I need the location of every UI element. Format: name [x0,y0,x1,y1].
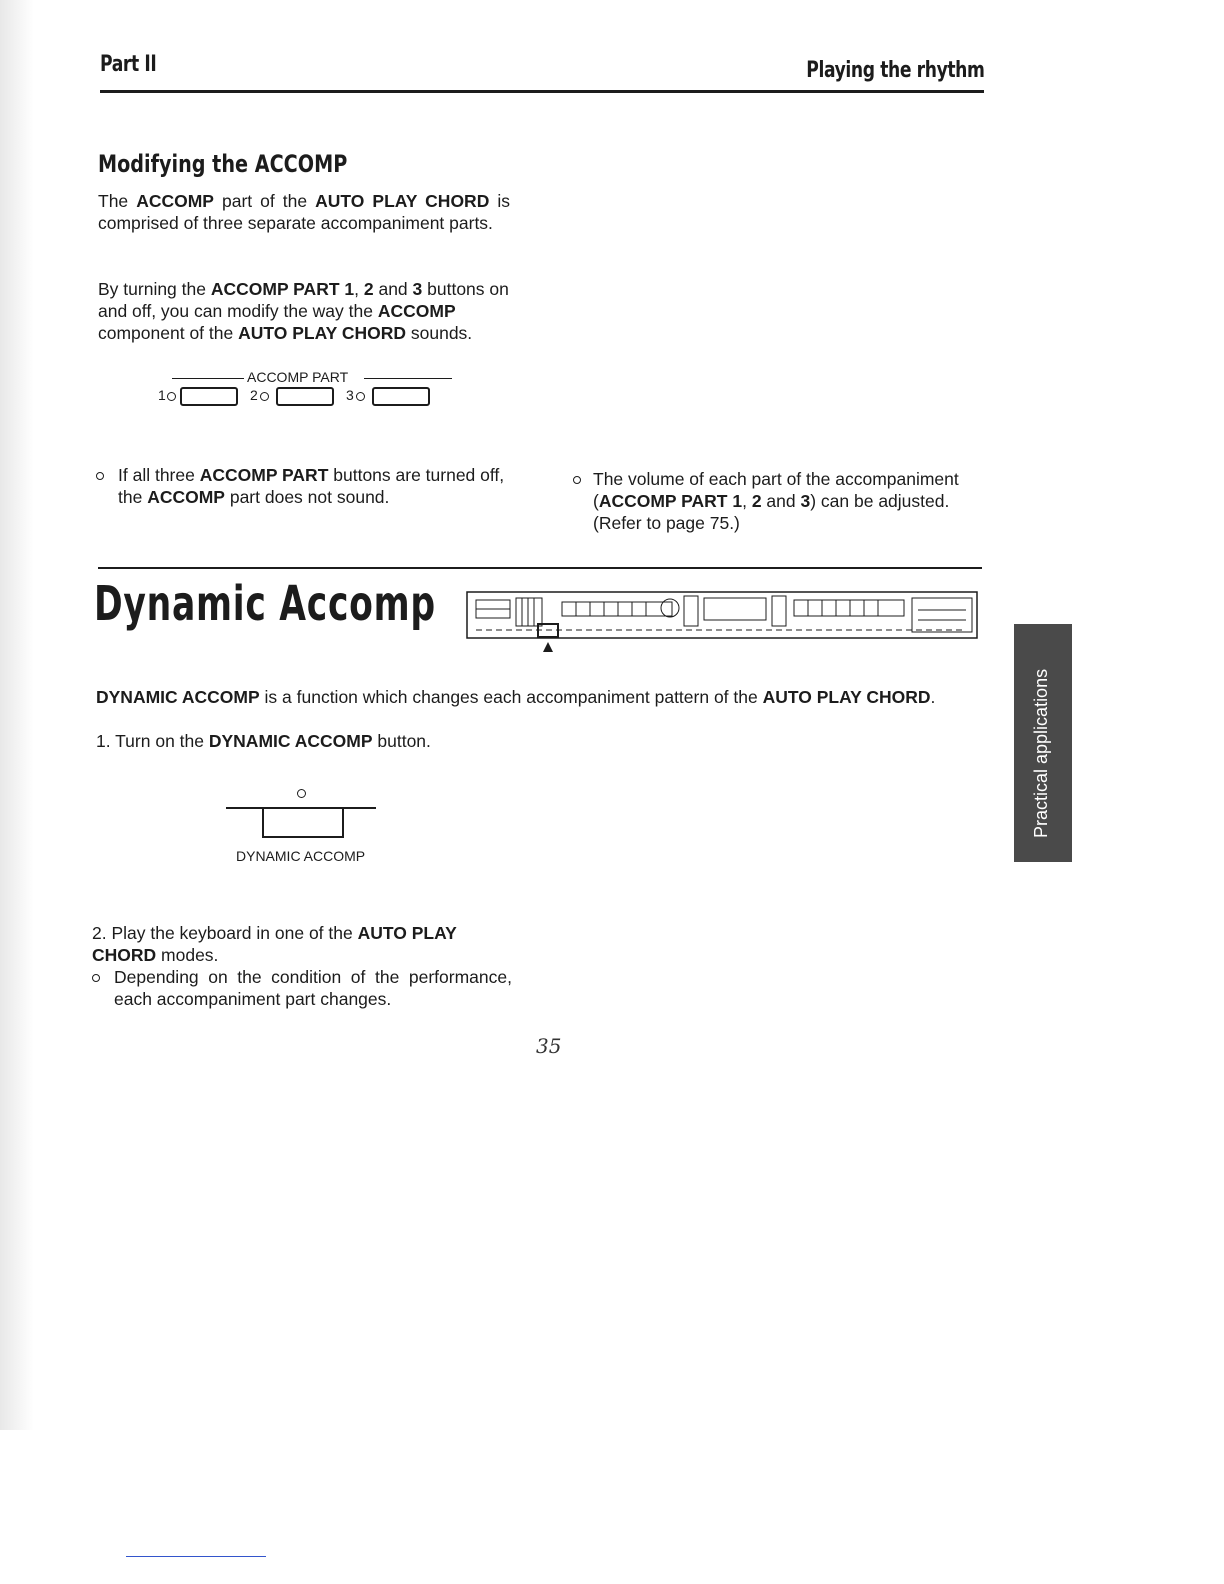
text-run: button. [372,731,431,751]
dynamic-accomp-button-diagram [226,786,376,868]
dynamic-accomp-button-label: DYNAMIC ACCOMP [236,848,366,864]
section-title-dynamic-accomp: Dynamic Accomp [94,576,436,632]
bullet-icon [96,472,104,480]
led-3-icon [356,392,365,401]
diagram-bracket-line-left [172,378,244,379]
dynamic-accomp-button[interactable] [262,808,344,838]
handwritten-page-number: 35 [536,1034,562,1058]
accomp-part-3-button[interactable] [344,385,434,405]
button-3-icon [372,387,430,406]
bold-term: 2 [751,491,762,511]
text-run: 2. Play the keyboard in one of the [92,923,358,943]
led-1-icon [167,392,176,401]
dynamic-led-icon [297,789,306,798]
button-1-icon [180,387,238,406]
text-run: modes. [156,945,219,965]
dynamic-intro [96,686,986,708]
text-run: , [742,491,752,511]
bullet-icon [92,974,100,982]
modifying-paragraph-1 [98,190,510,234]
bold-term: AUTO PLAY CHORD [315,191,490,211]
note-right [573,468,985,534]
bold-term: 3 [800,491,811,511]
keyboard-panel-illustration [466,590,978,652]
section-divider [98,567,982,569]
bold-term: AUTO PLAY CHORD [238,323,407,343]
bold-term: 2 [363,279,374,299]
side-tab [1014,624,1072,862]
dynamic-step-2-note-text: Depending on the condition of the performance, each accompaniment part changes. [114,967,512,1009]
text-run: is comprised of three separate accompaniment parts. [98,191,510,233]
accomp-part-2-button[interactable] [248,385,338,405]
text-run: The [98,191,137,211]
header-chapter-title: Playing the rhythm [805,58,984,83]
section-title-modifying: Modifying the ACCOMP [98,150,348,178]
note-left [96,464,512,508]
note-left-text [118,464,512,508]
bold-term: ACCOMP PART [199,465,329,485]
text-run: If all three [118,465,200,485]
bold-term: ACCOMP [136,191,214,211]
led-2-icon [260,392,269,401]
accomp-part-1-number: 1 [158,387,166,403]
text-run: By turning the [98,279,211,299]
bold-term: ACCOMP PART 1 [598,491,743,511]
bold-term: ACCOMP PART 1 [210,279,355,299]
text-run: and [761,491,801,511]
note-right-text [593,468,985,534]
panel-svg [466,590,978,652]
accomp-part-label: ACCOMP PART [247,369,349,385]
accomp-part-3-number: 3 [346,387,354,403]
dynamic-step-1 [96,730,596,752]
dynamic-step-2-note [92,966,512,1010]
text-run: , [354,279,364,299]
diagram-bracket-line-right [364,378,452,379]
header-rule [100,90,984,93]
text-run: . [930,687,936,707]
bold-term: ACCOMP [147,487,225,507]
bold-term: 3 [412,279,423,299]
dynamic-step-2 [92,922,512,966]
bold-term: ACCOMP [377,301,456,321]
accomp-part-diagram [150,365,460,415]
header-part-label: Part II [100,52,157,77]
text-run: is a function which changes each accompaniment pattern of the [259,687,763,707]
scan-edge [0,0,34,1430]
text-run: and [373,279,413,299]
bold-term: AUTO PLAY CHORD [92,923,457,965]
text-run: buttons are turned off, the [118,465,505,507]
text-run: part does not sound. [224,487,390,507]
accomp-part-1-button[interactable] [158,385,238,405]
text-run: sounds. [406,323,473,343]
accomp-part-2-number: 2 [250,387,258,403]
footer-line [126,1556,266,1557]
bold-term: DYNAMIC ACCOMP [96,687,260,707]
text-run: The volume of each part of the accompaniment ( [593,469,959,511]
text-run: part of the [213,191,316,211]
text-run: ) can be adjusted. (Refer to page 75.) [593,491,950,533]
bullet-icon [573,476,581,484]
text-run: 1. Turn on the [96,731,209,751]
side-tab-label: Practical applications [1031,668,1051,838]
text-run: buttons on and off, you can modify the way the [98,279,509,321]
button-2-icon [276,387,334,406]
bold-term: AUTO PLAY CHORD [762,687,931,707]
text-run: component of the [98,323,239,343]
modifying-paragraph-2 [98,278,510,344]
bold-term: DYNAMIC ACCOMP [208,731,373,751]
